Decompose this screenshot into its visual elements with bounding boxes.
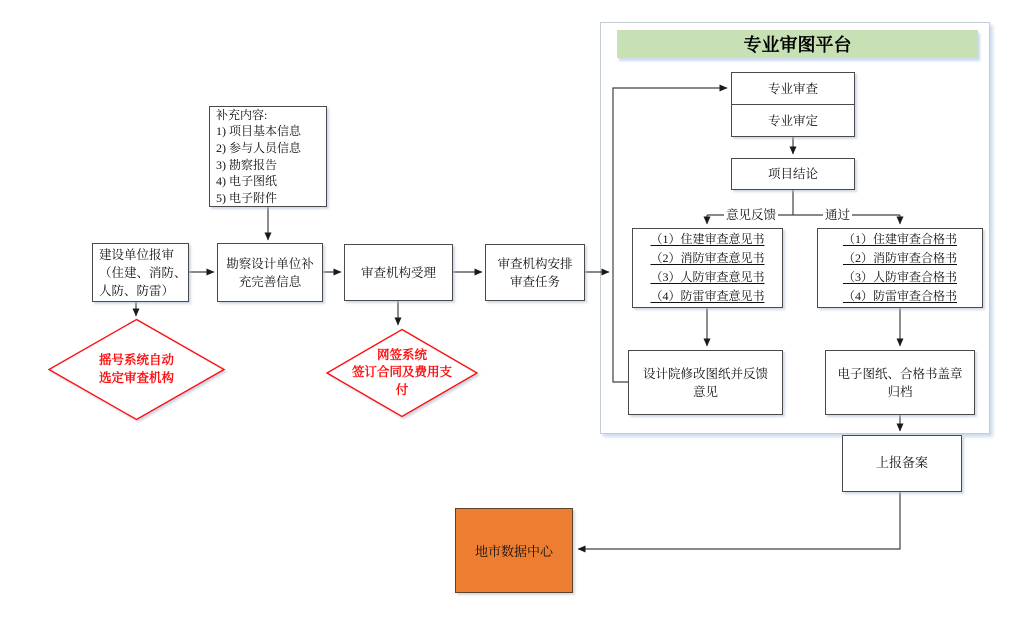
node-stamp-archive [825,350,975,415]
diamond-line: 选定审查机构 [98,370,174,385]
node-line: 4) 电子图纸 [216,174,277,189]
diamond-lottery-system [47,318,226,421]
qualified-letter-item: （2）消防审查合格书 [842,251,957,265]
qualified-letter-item: （4）防雷审查合格书 [842,289,957,303]
node-design-institute-revise [628,350,783,415]
node-professional-review [732,73,854,104]
arrow-shangbao-datacenter [578,492,900,549]
node-professional-review-stack [731,72,855,137]
diamond-line: 摇号系统自动 [98,353,174,367]
edge-label-feedback: 意见反馈 [726,208,777,222]
node-line: 地市数据中心 [474,544,553,559]
node-line: 归档 [887,384,913,399]
node-survey-design-supplement [217,243,323,302]
node-line: 设计院修改图纸并反馈 [642,366,768,381]
node-line: 5) 电子附件 [216,190,277,205]
qualified-letter-item: （3）人防审查合格书 [842,270,957,284]
diamond-shape [327,330,477,417]
node-review-agency-accept [344,244,453,301]
node-line: 1) 项目基本信息 [216,124,301,139]
node-professional-approval [732,104,854,136]
node-review-agency-arrange [485,244,585,301]
node-line: 审查任务 [509,274,560,289]
node-line: 2) 参与人员信息 [216,140,301,155]
diamond-line: 付 [395,382,409,397]
qualified-letter-item: （1）住建审查合格书 [842,232,957,246]
node-line: 上报备案 [875,455,928,471]
node-line: 专业审定 [767,113,818,128]
node-report-filing [842,435,962,492]
opinion-letter-item: （3）人防审查意见书 [650,270,765,284]
node-supplement-content [209,106,327,207]
node-line: 建设单位报审 [99,247,175,262]
node-line: 项目结论 [767,167,818,181]
node-qualified-letters [817,228,983,308]
node-line: 电子图纸、合格书盖章 [837,366,963,381]
edge-label-pass: 通过 [825,208,851,222]
diamond-line: 签订合同及费用支 [351,365,452,380]
node-line: 人防、防雷） [99,283,175,298]
diamond-line: 网签系统 [376,347,427,362]
node-line: 勘察设计单位补 [226,256,314,271]
node-line: 审查机构安排 [497,256,573,271]
opinion-letter-item: （1）住建审查意见书 [650,232,765,246]
platform-title: 专业审图平台 [743,35,852,55]
node-line: 专业审查 [767,81,818,96]
diamond-online-contract [325,328,479,418]
opinion-letter-item: （2）消防审查意见书 [650,251,765,265]
node-opinion-letters [632,228,783,308]
node-line: 充完善信息 [238,274,302,289]
diamond-shape [49,320,224,420]
node-line: （住建、消防、 [99,265,187,280]
node-line: 审查机构受理 [360,265,436,280]
node-city-data-center [455,508,573,593]
node-line: 3) 勘察报告 [216,157,277,172]
opinion-letter-item: （4）防雷审查意见书 [650,289,765,303]
platform-header [617,30,978,58]
node-line: 意见 [692,384,718,399]
node-construction-unit-submit [92,243,189,302]
node-line: 补充内容: [216,107,268,122]
node-project-conclusion [731,158,855,190]
